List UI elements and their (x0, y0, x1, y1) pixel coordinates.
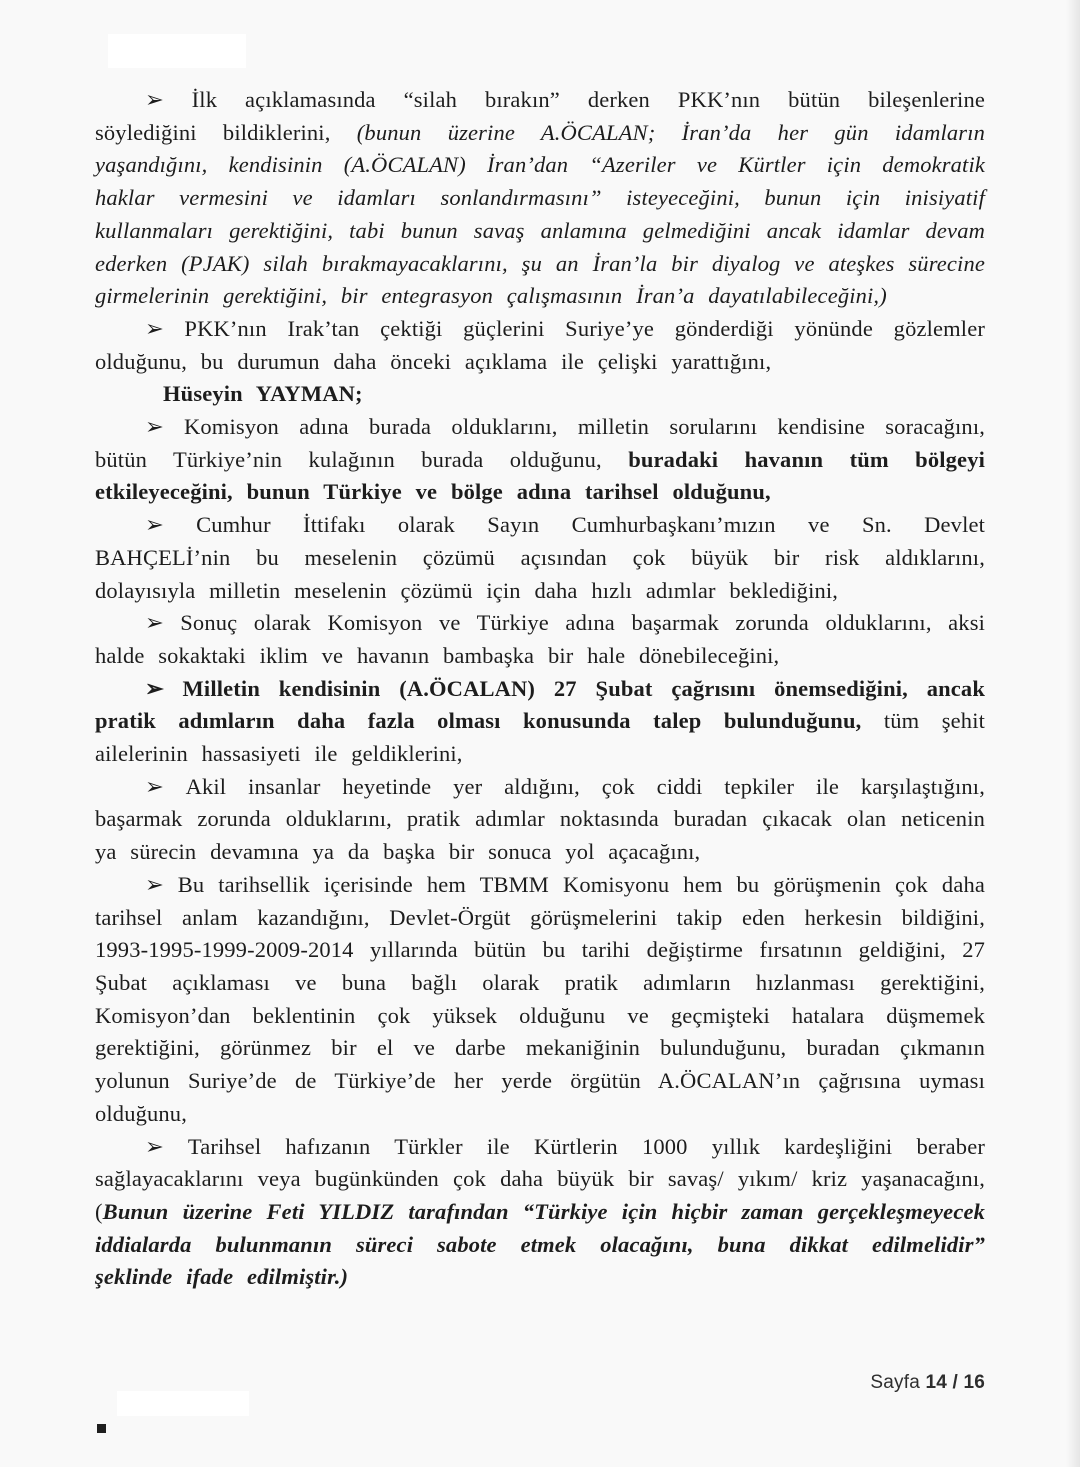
bullet-arrow-icon: ➢ (145, 414, 184, 440)
document-paragraph (95, 673, 985, 771)
text-run: Bu tarihsellik içerisinde hem TBMM Komisyonu hem bu görüşmenin çok daha tarihsel anlam kazandığını, Devlet-Örgüt görüşmelerini takip eden herkesin bildiğini, 1993-1995-1999-2009-2014 yıllarında bütün bu tarihi değiştirme fırsatının geldiğini, 27 Şubat açıklaması ve buna bağlı olarak pratik adımların hızlanması gerektiğini, Komisyon’dan beklentinin çok yüksek olduğunu ve geçmişteki hatalara düşmemek gerektiğini, görünmez bir el ve darbe mekaniğinin bulunduğunu, buradan çıkmanın yolunun Suriye’de de Türkiye’de her yerde örgütün A.ÖCALAN’ın çağrısına uyması olduğunu, (95, 871, 985, 1126)
document-body (95, 84, 985, 1294)
document-paragraph (95, 509, 985, 607)
page-number: 14 / 16 (925, 1372, 985, 1393)
document-paragraph (95, 313, 985, 378)
document-paragraph (95, 411, 985, 509)
text-run: buradaki havanın tüm bölgeyi etkileyeceğini, bunun Türkiye ve bölge adına tarihsel olduğunu, (95, 446, 985, 505)
speaker-heading (95, 378, 985, 411)
text-run: Komisyon adına burada olduklarını, milletin sorularını kendisine soracağını, bütün Türkiye’nin kulağının burada olduğunu, (95, 414, 985, 472)
text-run: PKK’nın Irak’tan çektiği güçlerini Suriye’ye gönderdiği yönünde gözlemler olduğunu, bu durumun daha önceki açıklama ile çelişki yarattığını, (95, 315, 985, 374)
bullet-arrow-icon: ➢ (145, 773, 186, 799)
scan-edge-shadow (1066, 0, 1080, 1467)
text-run: Bunun üzerine Feti YILDIZ tarafından “Türkiye için hiçbir zaman gerçekleşmeyecek iddialarda bulunmanın süreci sabote etmek olacağını, buna dikkat edilmelidir” şeklinde ifade edilmiştir.) (95, 1198, 985, 1290)
scan-artifact-ink-speck (97, 1424, 106, 1433)
document-paragraph (95, 869, 985, 1131)
document-paragraph (95, 607, 985, 672)
document-paragraph (95, 771, 985, 869)
document-paragraph (95, 84, 985, 313)
text-run: Sonuç olarak Komisyon ve Türkiye adına başarmak zorunda olduklarını, aksi halde sokaktaki iklim ve havanın bambaşka bir hale dönebileceğini, (95, 610, 985, 668)
bullet-arrow-icon: ➢ (145, 610, 181, 636)
text-run: Akil insanlar heyetinde yer aldığını, çok ciddi tepkiler ile karşılaştığını, başarmak zorunda olduklarını, pratik adımlar noktasında buradan çıkacak olan neticenin ya sürecin devamına ya da başka bir sonuca yol açacağını, (95, 773, 985, 865)
scan-artifact-white-patch-bottom-left (117, 1391, 249, 1416)
text-run: (bunun üzerine A.ÖCALAN; İran’da her gün idamların yaşandığını, kendisinin (A.ÖCALAN) İran’dan “Azeriler ve Kürtler için demokratik haklar vermesini ve idamları sonlandırmasını” isteyeceğini, bunun için inisiyatif kullanmaları gerektiğini, tabi bunun savaş anlamına gelmediğini ancak idamlar devam ederken (PJAK) silah bırakmayacaklarını, şu an İran’la bir diyalog ve ateşkes sürecine girmelerinin gerektiğini, bir entegrasyon çalışmasının İran’a dayatılabileceğini,) (95, 119, 985, 309)
bullet-arrow-icon: ➢ (145, 87, 192, 112)
bullet-arrow-icon: ➢ (145, 1133, 188, 1159)
bullet-arrow-icon: ➢ (145, 315, 185, 341)
text-run: tüm şehit ailelerinin hassasiyeti ile geldiklerini, (95, 708, 985, 767)
bullet-arrow-icon: ➢ (145, 512, 197, 538)
document-paragraph (95, 1131, 985, 1295)
text-run: Hüseyin YAYMAN; (163, 381, 363, 407)
bullet-arrow-icon: ➢ (145, 675, 183, 701)
bullet-arrow-icon: ➢ (145, 871, 178, 897)
page-footer (870, 1372, 985, 1394)
text-run: Milletin kendisinin (A.ÖCALAN) 27 Şubat çağrısını önemsediğini, ancak pratik adımların daha fazla olması konusunda talep bulunduğunu, (95, 675, 985, 734)
text-run: İlk açıklamasında “silah bırakın” derken PKK’nın bütün bileşenlerine söylediğini bildiklerini, (95, 87, 985, 145)
text-run: Cumhur İttifakı olarak Sayın Cumhurbaşkanı’mızın ve Sn. Devlet BAHÇELİ’nin bu meselenin çözümü açısından çok büyük bir risk aldıklarını, dolayısıyla milletin meselenin çözümü için daha hızlı adımlar beklediğini, (95, 512, 986, 603)
page-footer-label: Sayfa (870, 1372, 920, 1393)
scan-artifact-white-patch-top-left (108, 34, 246, 68)
text-run: Tarihsel hafızanın Türkler ile Kürtlerin 1000 yıllık kardeşliğini beraber sağlayacaklarını veya bugünkünden çok daha büyük bir savaş/ yıkım/ kriz yaşanacağını, ( (95, 1133, 985, 1224)
